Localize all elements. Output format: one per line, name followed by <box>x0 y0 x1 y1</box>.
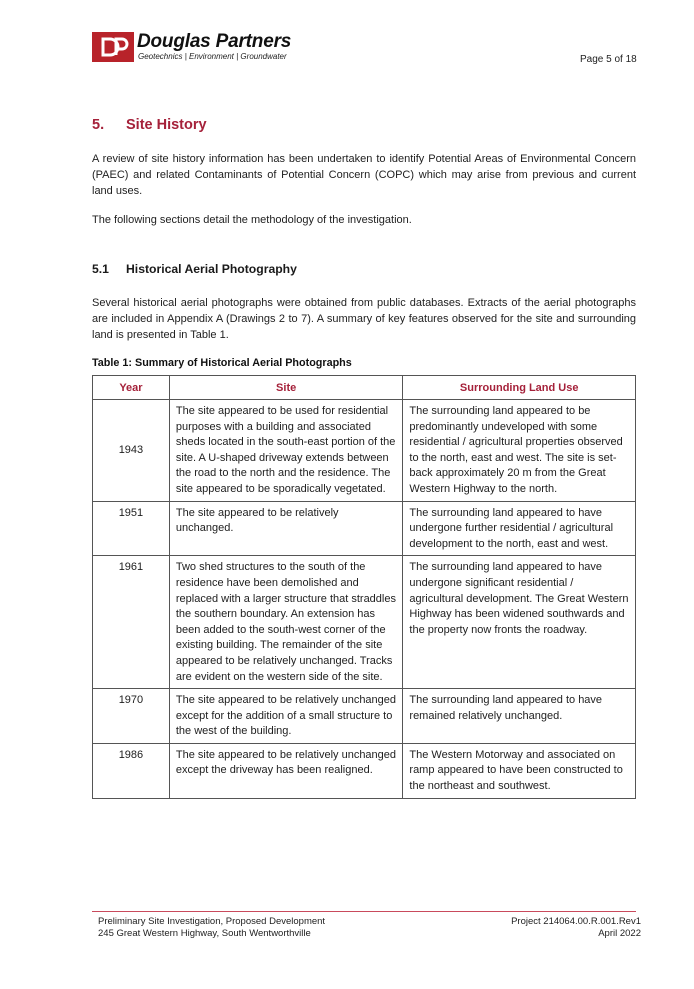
table-header-row <box>93 376 636 400</box>
company-logo <box>92 32 291 62</box>
logo-name: Douglas Partners <box>137 31 292 52</box>
column-header-year: Year <box>93 376 170 400</box>
subsection-number: 5.1 <box>92 262 109 276</box>
footer-date: April 2022 <box>598 928 641 939</box>
site-cell: The site appeared to be relatively unchanged except the driveway has been realigned. <box>169 743 403 798</box>
table-row <box>93 743 636 798</box>
logo-mark-icon <box>92 32 134 62</box>
site-cell: The site appeared to be relatively unchanged except for the addition of a small structure to the west of the building. <box>169 689 403 744</box>
surrounding-cell: The surrounding land appeared to be predominantly undeveloped with some residential / agricultural properties observed to the north, east and west. The site is set-back approximately 20 m from the Great Western Highway to the north. <box>403 400 636 502</box>
column-header-site: Site <box>169 376 403 400</box>
footer-project-info <box>511 916 641 940</box>
section-title: Site History <box>126 117 207 133</box>
year-cell: 1961 <box>93 556 170 689</box>
table-caption: Table 1: Summary of Historical Aerial Photographs <box>92 357 352 369</box>
table-row <box>93 501 636 556</box>
section-heading <box>92 117 207 133</box>
section-intro-paragraph: A review of site history information has been undertaken to identify Potential Areas of Environmental Concern (PAEC) and related Contaminants of Potential Concern (COPC) which may arise from previous and current land uses. <box>92 153 636 197</box>
site-cell: The site appeared to be relatively unchanged. <box>169 501 403 556</box>
year-cell: 1970 <box>93 689 170 744</box>
aerial-photography-paragraph: Several historical aerial photographs were obtained from public databases. Extracts of the aerial photographs are included in Appendix A (Drawings 2 to 7). A summary of key features observed for the site and surrounding land is presented in Table 1. <box>92 297 636 341</box>
logo-tagline: Geotechnics | Environment | Groundwater <box>138 52 287 61</box>
methodology-paragraph: The following sections detail the methodology of the investigation. <box>92 214 412 226</box>
footer-title: Preliminary Site Investigation, Proposed Development <box>98 916 326 927</box>
site-cell: Two shed structures to the south of the residence have been demolished and replaced with a larger structure that straddles the southern boundary. An extension has been added to the south-west corner of the existing building. The remainder of the site appeared to be relatively unchanged. Tracks are evident on the western side of the site. <box>169 556 403 689</box>
footer-address: 245 Great Western Highway, South Wentworthville <box>98 928 311 939</box>
surrounding-cell: The surrounding land appeared to have undergone significant residential / agricultural development. The Great Western Highway has been widened southwards and the property now fronts the roadway. <box>403 556 636 689</box>
year-cell: 1986 <box>93 743 170 798</box>
footer-document-info <box>98 916 325 940</box>
aerial-photographs-table <box>92 375 636 799</box>
table-row <box>93 689 636 744</box>
surrounding-cell: The Western Motorway and associated on ramp appeared to have been constructed to the northeast and southwest. <box>403 743 636 798</box>
column-header-surrounding: Surrounding Land Use <box>403 376 636 400</box>
table-row <box>93 400 636 502</box>
site-cell: The site appeared to be used for residential purposes with a building and associated sheds located in the south-east portion of the site. A U-shaped driveway extends between the road to the north and the residence. The site appeared to be sporadically vegetated. <box>169 400 403 502</box>
section-number: 5. <box>92 117 105 133</box>
surrounding-cell: The surrounding land appeared to have remained relatively unchanged. <box>403 689 636 744</box>
subsection-title: Historical Aerial Photography <box>126 262 297 276</box>
footer-project-number: Project 214064.00.R.001.Rev1 <box>511 916 641 927</box>
year-cell: 1951 <box>93 501 170 556</box>
page-number: Page 5 of 18 <box>580 54 637 65</box>
subsection-heading <box>92 262 297 276</box>
table-row <box>93 556 636 689</box>
footer-divider <box>92 911 636 912</box>
year-cell: 1943 <box>93 400 170 502</box>
surrounding-cell: The surrounding land appeared to have undergone further residential / agricultural development to the north, east and west. <box>403 501 636 556</box>
